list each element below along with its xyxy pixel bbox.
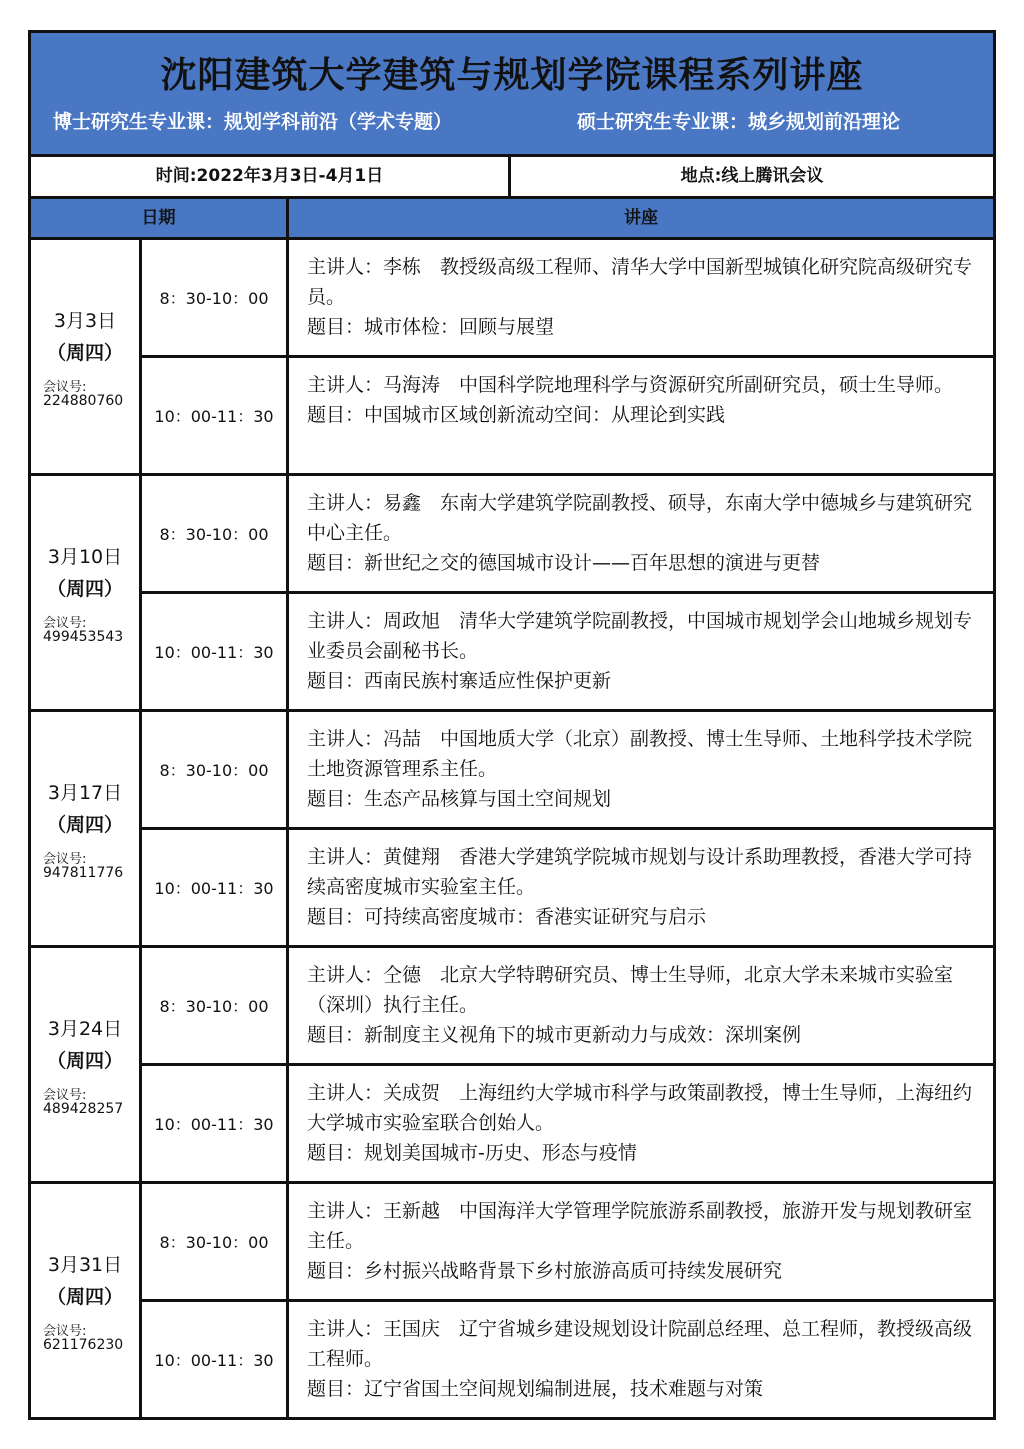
day-date-cell (31, 948, 142, 1181)
slot-content (307, 252, 982, 342)
lecture-topic: 题目：西南民族村寨适应性保护更新 (307, 670, 612, 692)
slot-content (307, 1078, 982, 1168)
speaker-info: 主讲人：黄健翔 香港大学建筑学院城市规划与设计系助理教授，香港大学可持续高密度城市实验室主任。 (307, 846, 973, 898)
lecture-slot (142, 240, 993, 358)
meeting-id: 224880760 (43, 393, 124, 409)
time-range: 时间:2022年3月3日-4月1日 (31, 157, 511, 196)
day-weekday: （周四） (46, 342, 123, 364)
slot-content (307, 370, 982, 430)
day-block (31, 948, 993, 1184)
day-date: 3月10日 (47, 546, 123, 568)
column-header-lecture: 讲座 (624, 208, 658, 228)
lecture-slot (142, 830, 993, 945)
lecture-slot (142, 476, 993, 594)
lecture-slot (142, 1184, 993, 1302)
column-header-date: 日期 (31, 199, 289, 237)
slot-time: 10：00-11：30 (142, 594, 289, 709)
slot-time: 10：00-11：30 (142, 358, 289, 473)
lecture-schedule-poster (28, 30, 996, 1420)
lecture-topic: 题目：城市体检：回顾与展望 (307, 316, 555, 338)
meeting-label: 会议号: (43, 852, 87, 867)
slot-time: 8：30-10：00 (142, 712, 289, 827)
lecture-topic: 题目：新制度主义视角下的城市更新动力与成效：深圳案例 (307, 1024, 802, 1046)
poster-header (31, 33, 993, 157)
day-block (31, 240, 993, 476)
lecture-topic: 题目：规划美国城市-历史、形态与疫情 (307, 1142, 637, 1164)
lecture-topic: 题目：生态产品核算与国土空间规划 (307, 788, 612, 810)
master-course-subtitle: 硕士研究生专业课：城乡规划前沿理论 (577, 111, 901, 133)
meeting-id: 489428257 (43, 1101, 124, 1117)
slot-time: 8：30-10：00 (142, 948, 289, 1063)
slot-content (307, 842, 982, 932)
slot-content (307, 1196, 982, 1286)
speaker-info: 主讲人：王新越 中国海洋大学管理学院旅游系副教授，旅游开发与规划教研室主任。 (307, 1200, 973, 1252)
day-weekday: （周四） (46, 578, 123, 600)
day-weekday: （周四） (46, 814, 123, 836)
lecture-slot (142, 1302, 993, 1417)
phd-course-subtitle: 博士研究生专业课：规划学科前沿（学术专题） (53, 111, 453, 133)
slot-content (307, 724, 982, 814)
slot-time: 8：30-10：00 (142, 1184, 289, 1299)
slot-content (307, 606, 982, 696)
day-block (31, 476, 993, 712)
venue: 地点:线上腾讯会议 (680, 166, 824, 186)
poster-title: 沈阳建筑大学建筑与规划学院课程系列讲座 (160, 55, 864, 96)
lecture-slot (142, 948, 993, 1066)
meeting-label: 会议号: (43, 1088, 87, 1103)
lecture-topic: 题目：乡村振兴战略背景下乡村旅游高质可持续发展研究 (307, 1260, 783, 1282)
time-place-row (31, 157, 993, 199)
speaker-info: 主讲人：易鑫 东南大学建筑学院副教授、硕导，东南大学中德城乡与建筑研究中心主任。 (307, 492, 973, 544)
speaker-info: 主讲人：周政旭 清华大学建筑学院副教授，中国城市规划学会山地城乡规划专业委员会副秘书长。 (307, 610, 973, 662)
speaker-info: 主讲人：王国庆 辽宁省城乡建设规划设计院副总经理、总工程师，教授级高级工程师。 (307, 1318, 973, 1370)
slot-time: 8：30-10：00 (142, 476, 289, 591)
lecture-slot (142, 712, 993, 830)
speaker-info: 主讲人：马海涛 中国科学院地理科学与资源研究所副研究员，硕士生导师。 (307, 374, 954, 396)
slot-time: 10：00-11：30 (142, 1066, 289, 1181)
day-date-cell (31, 1184, 142, 1417)
slot-time: 10：00-11：30 (142, 830, 289, 945)
lecture-topic: 题目：辽宁省国土空间规划编制进展，技术难题与对策 (307, 1378, 764, 1400)
day-date: 3月17日 (47, 782, 123, 804)
slot-content (307, 1314, 982, 1404)
day-block (31, 712, 993, 948)
meeting-id: 947811776 (43, 865, 124, 881)
day-block (31, 1184, 993, 1420)
speaker-info: 主讲人：李栋 教授级高级工程师、清华大学中国新型城镇化研究院高级研究专员。 (307, 256, 973, 308)
slot-content (307, 960, 982, 1050)
day-date: 3月31日 (47, 1254, 123, 1276)
lecture-topic: 题目：中国城市区域创新流动空间：从理论到实践 (307, 404, 726, 426)
slot-time: 10：00-11：30 (142, 1302, 289, 1417)
lecture-topic: 题目：新世纪之交的德国城市设计——百年思想的演进与更替 (307, 552, 821, 574)
day-date-cell (31, 240, 142, 473)
day-weekday: （周四） (46, 1050, 123, 1072)
day-date-cell (31, 712, 142, 945)
speaker-info: 主讲人：关成贺 上海纽约大学城市科学与政策副教授，博士生导师，上海纽约大学城市实验室联合创始人。 (307, 1082, 973, 1134)
speaker-info: 主讲人：冯喆 中国地质大学（北京）副教授、博士生导师、土地科学技术学院土地资源管理系主任。 (307, 728, 973, 780)
meeting-label: 会议号: (43, 616, 87, 631)
column-header-row (31, 199, 993, 240)
lecture-slot (142, 594, 993, 709)
meeting-label: 会议号: (43, 380, 87, 395)
meeting-id: 499453543 (43, 629, 124, 645)
lecture-topic: 题目：可持续高密度城市：香港实证研究与启示 (307, 906, 707, 928)
day-date: 3月3日 (53, 310, 117, 332)
lecture-slot (142, 358, 993, 473)
lecture-slot (142, 1066, 993, 1181)
day-date: 3月24日 (47, 1018, 123, 1040)
meeting-label: 会议号: (43, 1324, 87, 1339)
day-date-cell (31, 476, 142, 709)
speaker-info: 主讲人：仝德 北京大学特聘研究员、博士生导师，北京大学未来城市实验室（深圳）执行主任。 (307, 964, 954, 1016)
meeting-id: 621176230 (43, 1337, 124, 1353)
slot-time: 8：30-10：00 (142, 240, 289, 355)
day-weekday: （周四） (46, 1286, 123, 1308)
slot-content (307, 488, 982, 578)
